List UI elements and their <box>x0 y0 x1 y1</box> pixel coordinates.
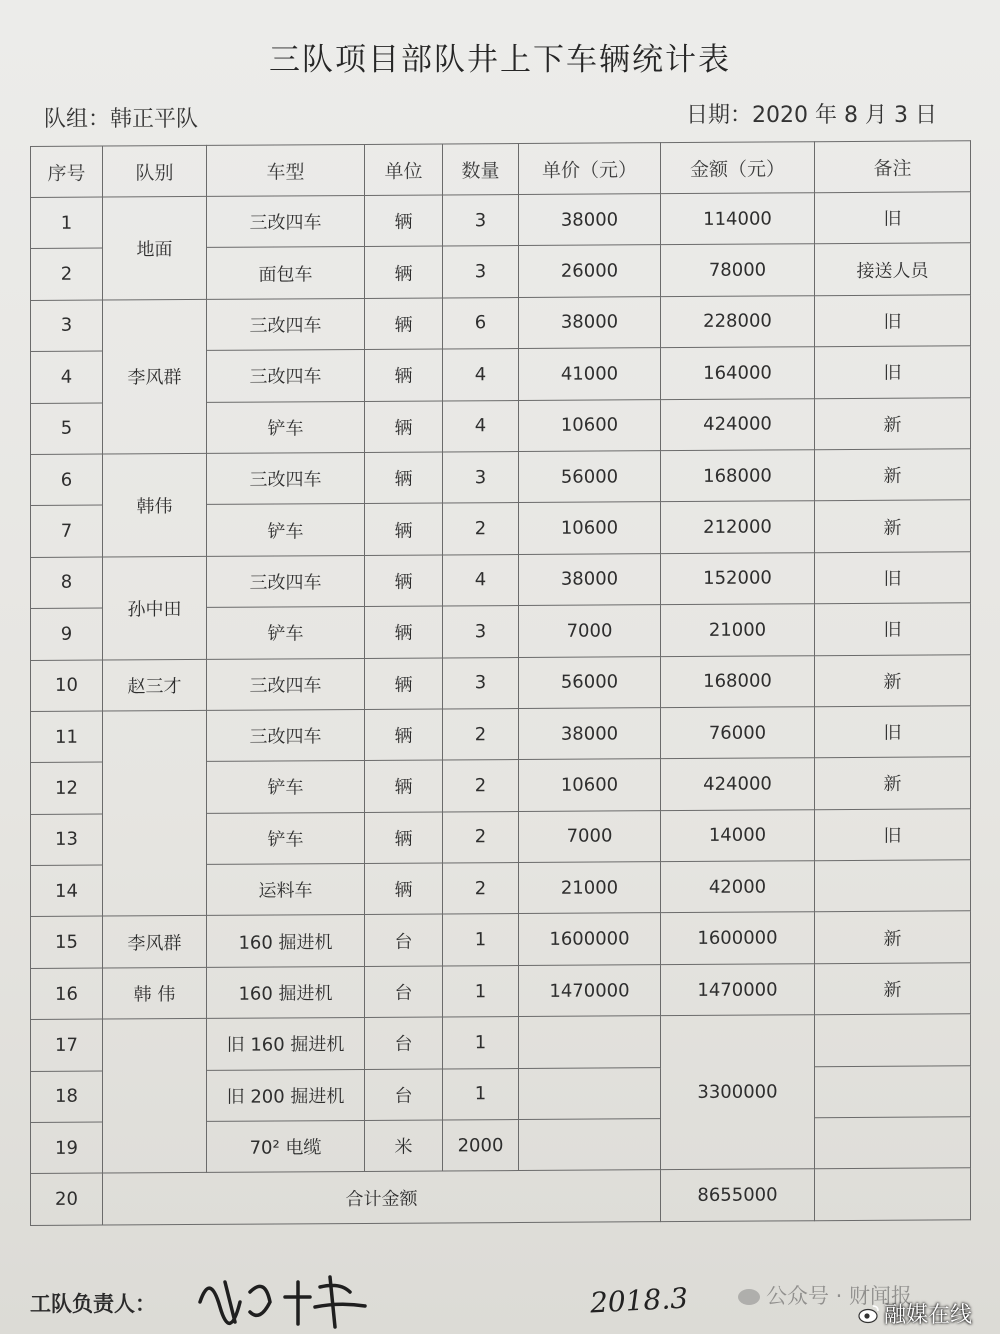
cell-unit: 辆 <box>365 195 443 247</box>
cell-note: 新 <box>815 397 971 449</box>
cell-price <box>519 1067 661 1119</box>
cell-note <box>815 1014 971 1066</box>
cell-price: 56000 <box>519 451 661 503</box>
cell-type: 三改四车 <box>207 298 365 350</box>
cell-note: 旧 <box>815 808 971 860</box>
cell-qty: 3 <box>443 606 519 658</box>
cell-price: 10600 <box>519 399 661 451</box>
cell-qty: 4 <box>443 400 519 452</box>
cell-no: 20 <box>31 1173 103 1225</box>
cell-qty: 1 <box>443 1068 519 1120</box>
cell-amount: 21000 <box>661 604 815 656</box>
cell-type: 三改四车 <box>207 452 365 504</box>
cell-qty: 2 <box>443 863 519 915</box>
footer-responsible-label: 工队负责人： <box>30 1292 156 1316</box>
cell-note: 接送人员 <box>815 243 971 295</box>
table-total-row <box>31 1168 971 1225</box>
cell-no: 12 <box>31 762 103 814</box>
cell-qty: 4 <box>443 349 519 401</box>
document-title: 三队项目部队井上下车辆统计表 <box>269 42 731 78</box>
cell-team: 孙中田 <box>103 556 207 659</box>
cell-type: 160 掘进机 <box>207 966 365 1018</box>
cell-price: 41000 <box>519 348 661 400</box>
cell-note: 新 <box>815 963 971 1015</box>
cell-qty: 2 <box>443 708 519 760</box>
cell-price <box>519 1119 661 1171</box>
weibo-icon <box>858 1303 880 1325</box>
cell-unit: 辆 <box>365 401 443 453</box>
header-amount: 金额（元） <box>661 142 815 194</box>
cell-qty: 2000 <box>443 1120 519 1172</box>
cell-type: 160 掘进机 <box>207 915 365 967</box>
table-row <box>31 706 971 763</box>
cell-unit: 辆 <box>365 709 443 761</box>
cell-note: 旧 <box>815 551 971 603</box>
cell-unit: 辆 <box>365 349 443 401</box>
cell-qty: 3 <box>443 195 519 247</box>
cell-type: 三改四车 <box>207 195 365 247</box>
cell-no: 13 <box>31 814 103 866</box>
cell-price: 38000 <box>519 194 661 246</box>
cell-note <box>815 1117 971 1169</box>
cell-no: 3 <box>31 300 103 352</box>
cell-price: 7000 <box>519 605 661 657</box>
cell-unit: 辆 <box>365 760 443 812</box>
cell-no: 11 <box>31 711 103 763</box>
cell-team <box>103 710 207 916</box>
header-team: 队别 <box>103 145 207 197</box>
total-label: 合计金额 <box>103 1170 661 1225</box>
cell-price: 10600 <box>519 502 661 554</box>
cell-price: 38000 <box>519 296 661 348</box>
date-label: 日期：2020 年 8 月 3 日 <box>686 103 937 128</box>
cell-price: 38000 <box>519 708 661 760</box>
cell-no: 9 <box>31 608 103 660</box>
cell-unit: 台 <box>365 966 443 1018</box>
cell-note: 旧 <box>815 346 971 398</box>
cell-price: 21000 <box>519 862 661 914</box>
cell-price: 38000 <box>519 553 661 605</box>
cell-no: 19 <box>31 1122 103 1174</box>
watermark-weibo: 融媒在线 <box>858 1298 972 1329</box>
cell-unit: 台 <box>365 1017 443 1069</box>
cell-amount: 164000 <box>661 347 815 399</box>
cell-team: 韩 伟 <box>103 967 207 1019</box>
cell-qty: 2 <box>443 503 519 555</box>
cell-price: 7000 <box>519 810 661 862</box>
cell-amount: 78000 <box>661 244 815 296</box>
cell-no: 14 <box>31 865 103 917</box>
cell-type: 三改四车 <box>207 350 365 402</box>
table-row <box>31 654 971 711</box>
cell-price: 10600 <box>519 759 661 811</box>
cell-type: 三改四车 <box>207 709 365 761</box>
table-row <box>31 295 971 352</box>
header-unit: 单位 <box>365 144 443 195</box>
cell-amount: 168000 <box>661 655 815 707</box>
cell-team: 李风群 <box>103 916 207 968</box>
cell-qty: 2 <box>443 811 519 863</box>
cell-unit: 辆 <box>365 246 443 298</box>
table-row <box>31 449 971 506</box>
cell-type: 旧 160 掘进机 <box>207 1018 365 1070</box>
cell-type: 70² 电缆 <box>207 1120 365 1172</box>
cell-qty: 6 <box>443 297 519 349</box>
header-price: 单价（元） <box>519 143 661 195</box>
cell-amount: 42000 <box>661 861 815 913</box>
cell-amount: 228000 <box>661 295 815 347</box>
header-note: 备注 <box>815 141 971 193</box>
cell-amount: 76000 <box>661 707 815 759</box>
cell-note <box>815 860 971 912</box>
cell-amount: 424000 <box>661 758 815 810</box>
cell-type: 面包车 <box>207 247 365 299</box>
cell-team: 李风群 <box>103 299 207 454</box>
cell-team: 地面 <box>103 196 207 299</box>
cell-qty: 1 <box>443 965 519 1017</box>
handwritten-signature <box>190 1262 410 1332</box>
handwritten-date: 2018.3 <box>589 1281 689 1320</box>
cell-type: 三改四车 <box>207 555 365 607</box>
cell-type: 铲车 <box>207 504 365 556</box>
table-row <box>31 963 971 1020</box>
cell-type: 旧 200 掘进机 <box>207 1069 365 1121</box>
cell-amount: 424000 <box>661 398 815 450</box>
cell-note <box>815 1065 971 1117</box>
cell-team: 韩伟 <box>103 453 207 556</box>
cell-unit: 米 <box>365 1120 443 1172</box>
cell-qty: 3 <box>443 246 519 298</box>
cell-price: 1600000 <box>519 913 661 965</box>
cell-no: 4 <box>31 351 103 403</box>
cell-no: 1 <box>31 197 103 249</box>
cell-type: 铲车 <box>207 607 365 659</box>
cell-price: 26000 <box>519 245 661 297</box>
cell-unit: 辆 <box>365 606 443 658</box>
cell-unit: 辆 <box>365 555 443 607</box>
cell-amount: 1600000 <box>661 912 815 964</box>
cell-team: 赵三才 <box>103 659 207 711</box>
cell-unit: 辆 <box>365 657 443 709</box>
cell-note: 新 <box>815 654 971 706</box>
watermark-official-account: 公众号 · 财闻报 <box>738 1280 912 1310</box>
cell-no: 18 <box>31 1071 103 1123</box>
cell-price: 1470000 <box>519 965 661 1017</box>
cell-note: 旧 <box>815 603 971 655</box>
cell-type: 运料车 <box>207 864 365 916</box>
cell-no: 8 <box>31 557 103 609</box>
table-row <box>31 551 971 608</box>
cell-unit: 台 <box>365 1069 443 1121</box>
cell-qty: 1 <box>443 1017 519 1069</box>
cell-type: 铲车 <box>207 401 365 453</box>
cell-note: 旧 <box>815 706 971 758</box>
cell-amount: 152000 <box>661 552 815 604</box>
cell-amount: 168000 <box>661 450 815 502</box>
header-no: 序号 <box>31 146 103 197</box>
cell-note <box>815 1168 971 1220</box>
cell-no: 2 <box>31 248 103 300</box>
cell-type: 铲车 <box>207 812 365 864</box>
cell-no: 7 <box>31 505 103 557</box>
vehicle-table <box>30 140 971 1226</box>
cell-no: 6 <box>31 454 103 506</box>
cell-amount: 3300000 <box>661 1015 815 1170</box>
cell-no: 16 <box>31 968 103 1020</box>
cell-unit: 辆 <box>365 503 443 555</box>
cell-price: 56000 <box>519 656 661 708</box>
cell-amount: 114000 <box>661 193 815 245</box>
cell-note: 新 <box>815 449 971 501</box>
cell-note: 旧 <box>815 192 971 244</box>
cell-unit: 辆 <box>365 452 443 504</box>
cell-qty: 4 <box>443 554 519 606</box>
cell-qty: 1 <box>443 914 519 966</box>
cell-unit: 辆 <box>365 298 443 350</box>
cell-qty: 2 <box>443 760 519 812</box>
total-amount: 8655000 <box>661 1169 815 1221</box>
cell-no: 10 <box>31 660 103 712</box>
cell-note: 新 <box>815 911 971 963</box>
table-row <box>31 192 971 249</box>
cell-no: 5 <box>31 403 103 455</box>
cell-unit: 辆 <box>365 863 443 915</box>
cell-type: 铲车 <box>207 761 365 813</box>
table-row <box>31 911 971 968</box>
cell-amount: 1470000 <box>661 964 815 1016</box>
cell-amount: 14000 <box>661 809 815 861</box>
cell-amount: 212000 <box>661 501 815 553</box>
cell-qty: 3 <box>443 451 519 503</box>
cell-unit: 台 <box>365 914 443 966</box>
team-label: 队组：韩正平队 <box>44 107 199 132</box>
cell-note: 新 <box>815 757 971 809</box>
cell-type: 三改四车 <box>207 658 365 710</box>
cell-note: 旧 <box>815 295 971 347</box>
header-type: 车型 <box>207 144 365 196</box>
header-qty: 数量 <box>443 144 519 195</box>
cell-no: 17 <box>31 1019 103 1071</box>
wechat-icon <box>738 1289 760 1305</box>
cell-team <box>103 1019 207 1174</box>
cell-unit: 辆 <box>365 812 443 864</box>
cell-price <box>519 1016 661 1068</box>
cell-qty: 3 <box>443 657 519 709</box>
table-header-row <box>31 141 971 198</box>
cell-no: 15 <box>31 917 103 969</box>
table-row <box>31 1014 971 1071</box>
cell-note: 新 <box>815 500 971 552</box>
